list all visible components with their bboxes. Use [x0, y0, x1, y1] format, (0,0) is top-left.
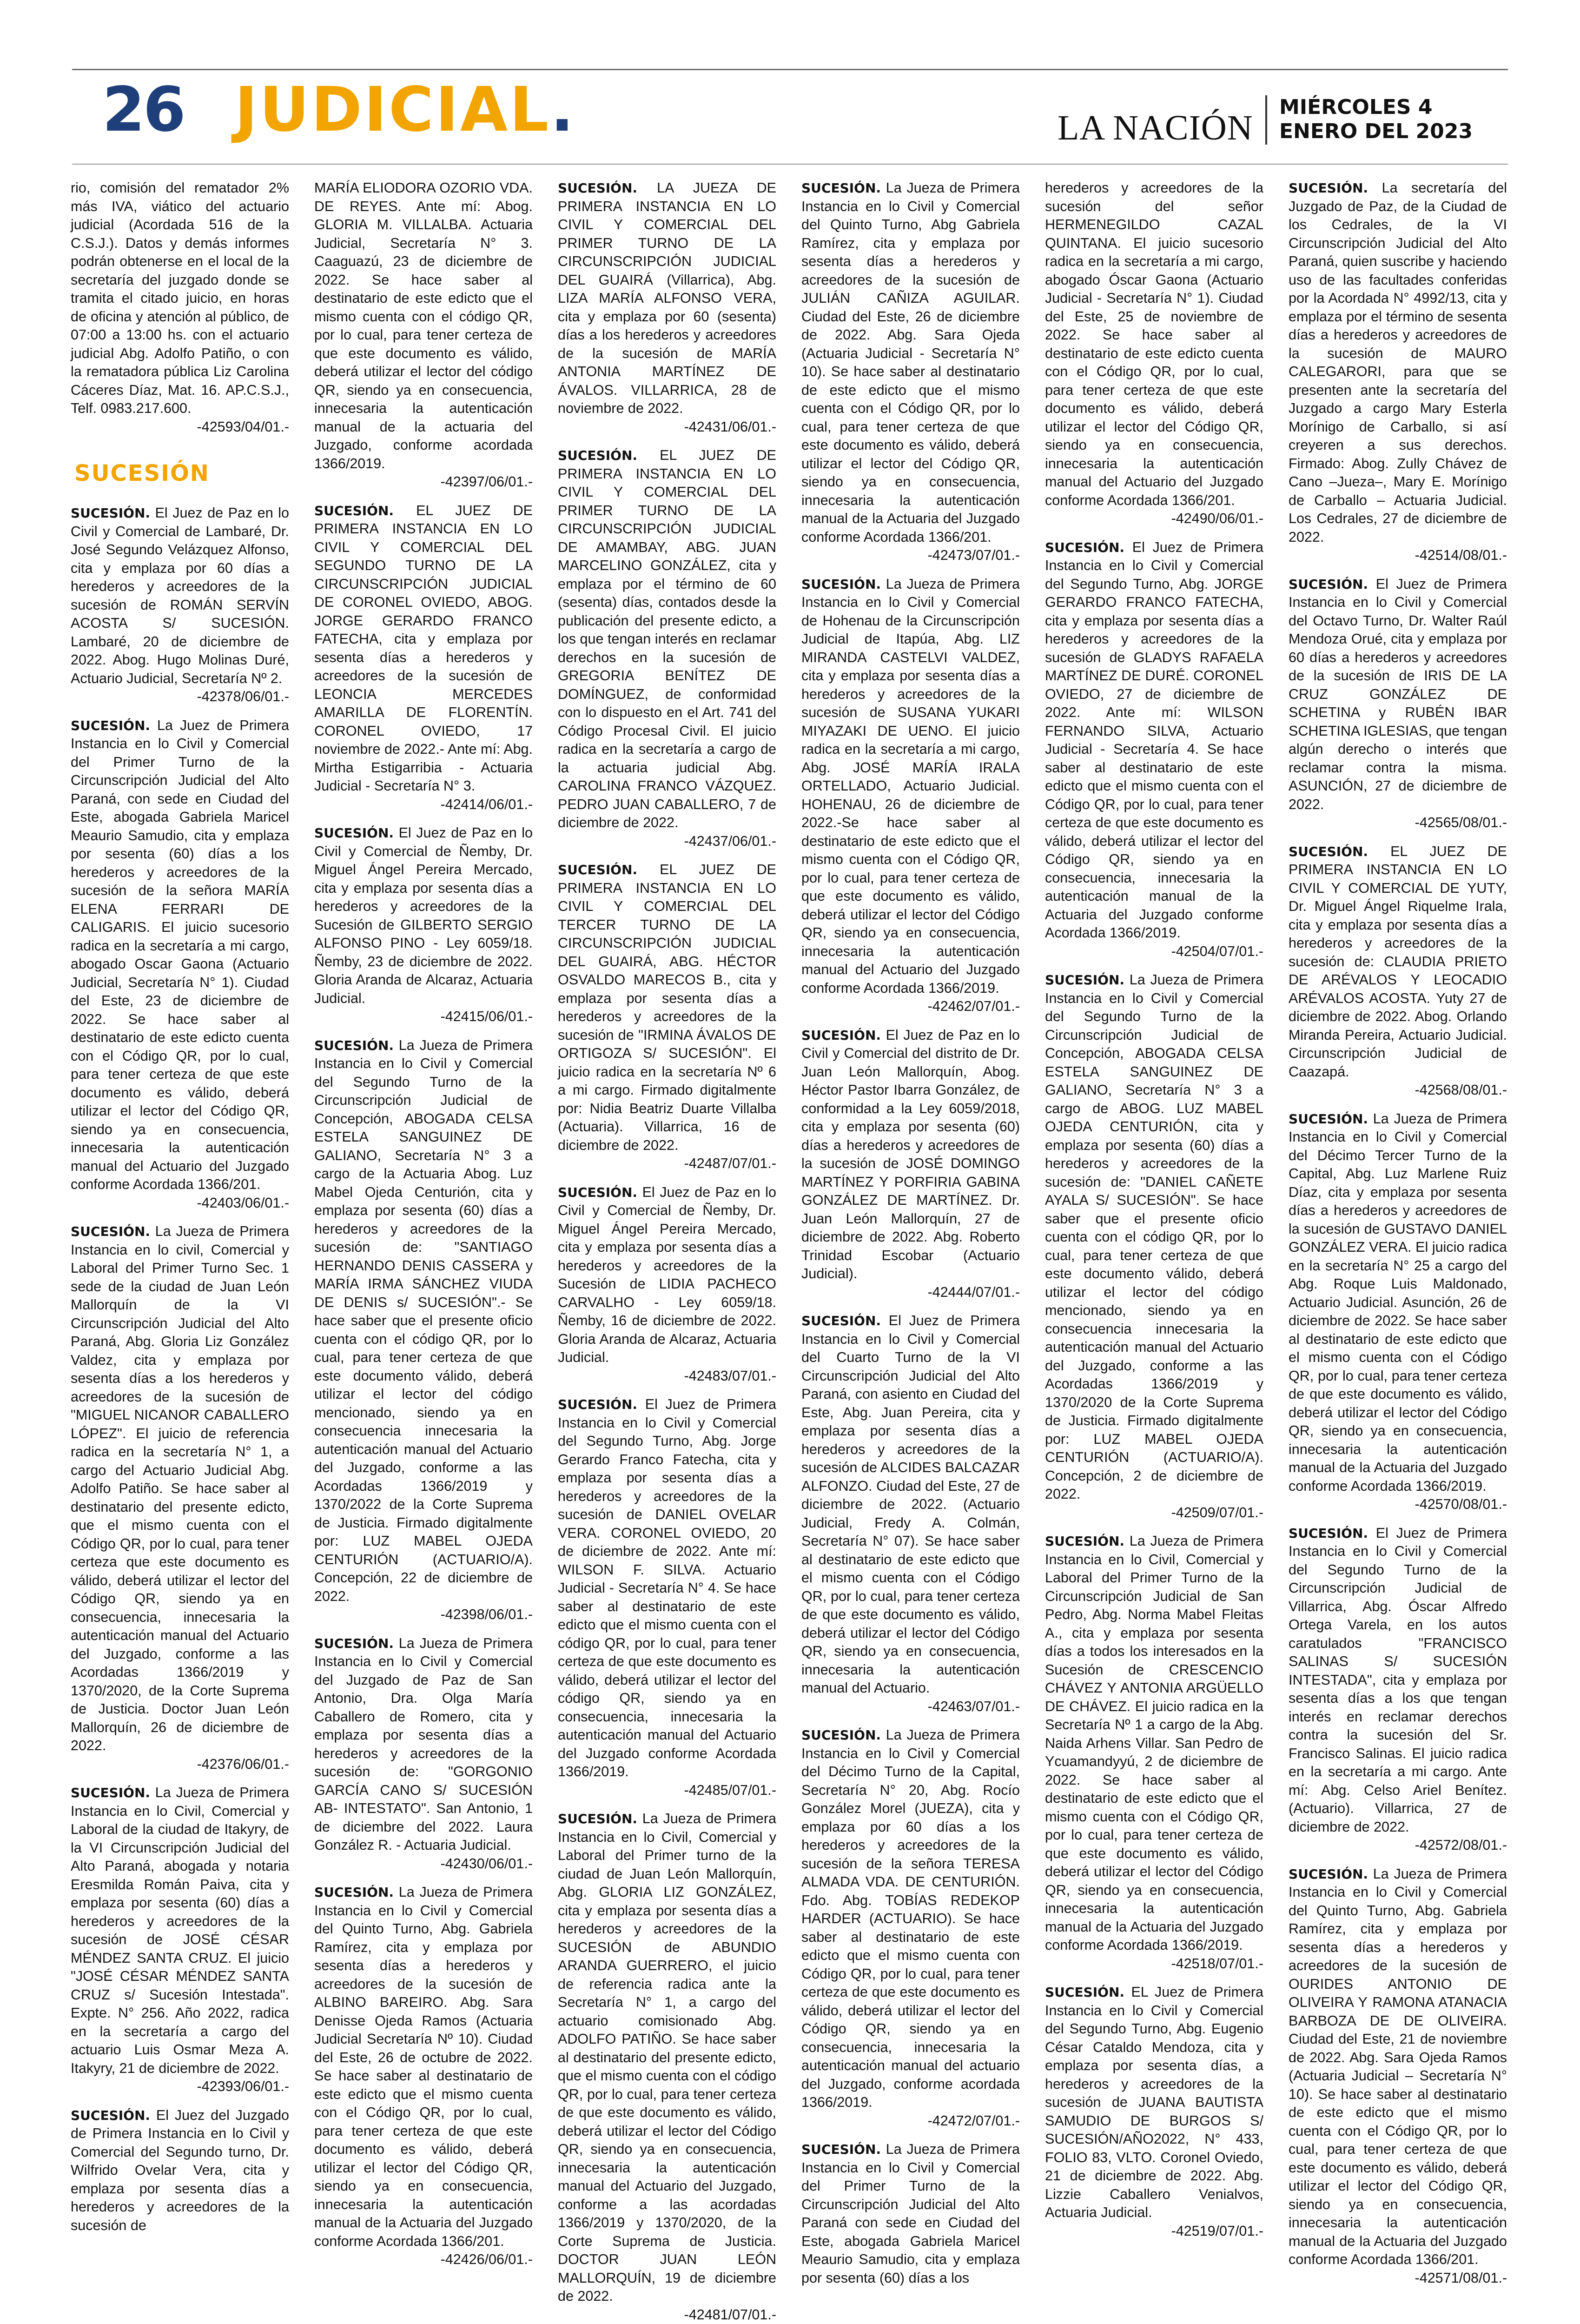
category-heading: SUCESIÓN	[74, 460, 289, 486]
notice-body: El Juez de Primera Instancia en lo Civil y Comercial del Segundo Turno, Abg. JORGE GERARDO FRANCO FATECHA, cita y emplaza por sesenta días a herederos y acreedores de la sucesión de GLADYS RAFAELA MARTÍNEZ DE DURÉ. CORONEL OVIEDO, 27 de diciembre de 2022. Ante mí: WILSON FERNANDO SILVA, Actuario Judicial - Secretaría 4. Se hace saber al destinatario de este edicto que el mismo cuenta con el Código QR, por lo cual, para tener certeza de que este documento es válido, deberá utilizar el lector del Código QR, siendo ya en consecuencia, innecesaria la autenticación manual de la Actuaria del Juzgado conforme Acordada 1366/2019.	[1045, 539, 1263, 941]
notice-body: La Jueza de Primera Instancia en lo Civil, Comercial y Laboral del Primer Turno de la Circunscripción Judicial de San Pedro, Abg. Norma Mabel Fleitas A., cita y emplaza por sesenta días a todos los interesados en la Sucesión de CRESCENCIO CHÁVEZ Y ANTONIA ARGÜELLO DE CHÁVEZ. El juicio radica en la Secretaría Nº 1 a cargo de la Abg. Naida Arhens Villar. San Pedro de Ycuamandyyú, 2 de diciembre de 2022. Se hace saber al destinatario de este edicto que el mismo cuenta con el Código QR, por lo cual, para tener certeza de que este documento es válido, deberá utilizar el lector del Código QR, siendo ya en consecuencia, innecesaria la autenticación manual de la Actuaria del Juzgado conforme Acordada 1366/2019.	[1045, 1533, 1263, 1953]
notice-body: El Juez de Paz en lo Civil y Comercial de Lambaré, Dr. José Segundo Velázquez Alfonso, cita y emplaza por 60 días a herederos y acreedores de la sucesión de ROMÁN SERVÍN ACOSTA S/ SUCESIÓN. Lambaré, 20 de diciembre de 2022. Abog. Hugo Molinas Duré, Actuario Judicial, Secretaría Nº 2.	[71, 505, 289, 686]
notice-reference: -42487/07/01.-	[558, 1155, 776, 1173]
column-2	[314, 179, 533, 2020]
notice-keyword: SUCESIÓN.	[1289, 844, 1368, 859]
notice-keyword: SUCESIÓN.	[801, 577, 881, 592]
notice-body: La Jueza de Primera Instancia en lo Civil y Comercial del Primer Turno de la Circunscripción Judicial del Alto Paraná con sede en Ciudad del Este, abogada Gabriela Maricel Meaurio Samudio, cita y emplaza por sesenta (60) días a los	[801, 2141, 1020, 2286]
notice-body: La Jueza de Primera Instancia en lo Civil y Comercial del Quinto Turno, Abg Gabriela Ramírez, cita y emplaza por sesenta días a herederos y acreedores de la sucesión de JULIÁN CAÑIZA AGUILAR. Ciudad del Este, 26 de diciembre de 2022. Abg. Sara Ojeda (Actuaria Judicial - Secretaría N° 10). Se hace saber al destinatario de este edicto que el mismo cuenta con el Código QR, por lo cual, para tener certeza de que este documento es válido, deberá utilizar el lector del Código QR, siendo ya en consecuencia, innecesaria la autenticación manual de la Actuaria del Juzgado conforme Acordada 1366/201.	[801, 180, 1020, 545]
notice-text	[314, 1634, 533, 1855]
notice-text	[558, 179, 776, 418]
top-rule	[72, 69, 1508, 70]
notice-body: El Juez de Primera Instancia en lo Civil y Comercial del Segundo Turno de la Circunscripción Judicial de Villarrica, Abg. Óscar Alfredo Ortega Varela, en los autos caratulados "FRANCISCO SALINAS S/ SUCESIÓN INTESTADA", cita y emplaza por sesenta días a los que tengan interés en reclamar derechos contra la sucesión del Sr. Francisco Salinas. El juicio radica en la secretaría a mi cargo. Ante mí: Abg. Celso Ariel Benítez. (Actuario). Villarrica, 27 de diciembre de 2022.	[1289, 1525, 1507, 1835]
notice-item	[314, 502, 533, 814]
notice-body: El Juez de Primera Instancia en lo Civil y Comercial del Octavo Turno, Dr. Walter Raúl Mendoza Orué, cita y emplaza por 60 días a herederos y acreedores de la sucesión de IRIS DE LA CRUZ GONZÁLEZ DE SCHETINA y RUBÉN IBAR SCHETINA IGLESIAS, que tengan algún derecho o interés que reclamar contra la misma. ASUNCIÓN, 27 de diciembre de 2022.	[1289, 576, 1507, 812]
notice-keyword: SUCESIÓN.	[558, 1185, 637, 1200]
notice-text	[1289, 1865, 1507, 2269]
notice-reference: -42570/08/01.-	[1289, 1495, 1507, 1514]
notice-reference: -42568/08/01.-	[1289, 1081, 1507, 1100]
notice-keyword: SUCESIÓN.	[1289, 1111, 1368, 1127]
notice-reference: -42519/07/01.-	[1045, 2222, 1263, 2241]
notice-body: herederos y acreedores de la sucesión del señor HERMENEGILDO CAZAL QUINTANA. El juicio sucesorio radica en la secretaría a mi cargo, abogado Óscar Gaona (Actuario Judicial - Secretaría N° 1). Ciudad del Este, 25 de noviembre de 2022. Se hace saber al destinatario de este edicto cuenta con el Código QR, por lo cual, para tener certeza de que este documento es válido, deberá utilizar el lector del Código QR, siendo ya en consecuencia, innecesaria la autenticación manual del Actuario del Juzgado conforme Acordada 1366/201.	[1045, 180, 1263, 508]
notice-keyword: SUCESIÓN.	[314, 1885, 394, 1900]
notice-item	[1045, 538, 1263, 961]
column-3	[558, 179, 776, 2020]
notice-body: La secretaría del Juzgado de Paz, de la Ciudad de los Cedrales, de la VI Circunscripción Judicial del Alto Paraná, quien suscribe y haciendo uso de las facultades conferidas por la Acordada N° 4992/13, cita y emplaza por el término de sesenta días a herederos y acreedores de la sucesión de MAURO CALEGARORI, para que se presenten ante la secretaría del Juzgado a cargo Mary Esterla Morínigo de Carballo, si así creyeren a sus derechos. Firmado: Abog. Zully Chávez de Cano –Jueza–, Mary E. Morínigo de Carballo – Actuaria Judicial. Los Cedrales, 27 de diciembre de 2022.	[1289, 180, 1507, 545]
notice-text	[71, 504, 289, 688]
issue-date-month-year: ENERO DEL 2023	[1279, 120, 1473, 144]
notice-reference: -42378/06/01.-	[71, 688, 289, 706]
notice-item	[71, 717, 289, 1213]
notice-item	[1045, 179, 1263, 528]
notice-item	[558, 1183, 776, 1386]
notice-text	[558, 1183, 776, 1367]
notice-item	[1289, 843, 1507, 1100]
notice-body: La Jueza de Primera Instancia en lo Civil y Comercial del Juzgado de Paz de San Antonio, Dra. Olga María Caballero de Romero, cita y emplaza por sesenta días a herederos y acreedores de la sucesión de: "GORGONIO GARCÍA CANO S/ SUCESIÓN AB- INTESTATO". San Antonio, 1 de diciembre del 2022. Laura González R. - Actuaria Judicial.	[314, 1635, 533, 1853]
notice-keyword: SUCESIÓN.	[314, 503, 394, 518]
notice-text	[801, 2140, 1020, 2287]
notice-item	[558, 179, 776, 436]
notice-reference: -42509/07/01.-	[1045, 1504, 1263, 1522]
column-5	[1045, 179, 1263, 2020]
notice-body: La Jueza de Primera Instancia en lo Civil, Comercial y Laboral del Primer turno de la ciudad de Juan León Mallorquín, Abg. GLORIA LIZ GONZÁLEZ, cita y emplaza por sesenta días a herederos y acreedores de la SUCESIÓN de ABUNDIO ARANDA GUERRERO, el juicio de referencia radica ante la Secretaría N° 1, a cargo del actuario comisionado Abg. ADOLFO PATIÑO. Se hace saber al destinatario del presente edicto, que el mismo cuenta con el código QR, por lo cual, para tener certeza de que este documento es válido, deberá utilizar el lector del Código QR, siendo ya en consecuencia, innecesaria la autenticación manual del Actuario del Juzgado, conforme a las acordadas 1366/2019 y 1370/2020, de la Corte Suprema de Justicia. DOCTOR JUAN LEÓN MALLORQUÍN, 19 de diciembre de 2022.	[558, 1811, 776, 2304]
notice-text	[801, 1726, 1020, 2112]
notice-reference: -42504/07/01.-	[1045, 943, 1263, 961]
notice-item	[314, 824, 533, 1026]
notice-reference: -42403/06/01.-	[71, 1194, 289, 1213]
notice-text	[558, 1810, 776, 2306]
notice-keyword: SUCESIÓN.	[558, 1811, 637, 1826]
notice-item	[71, 1222, 289, 1773]
notice-item	[71, 179, 289, 436]
notice-body: El Juez de Primera Instancia en lo Civil y Comercial del Cuarto Turno de la VI Circunscripción Judicial del Alto Paraná, con asiento en Ciudad del Este, Abg. Juan Pereira, cita y emplaza por sesenta días a herederos y acreedores de la sucesión de ALCIDES BALCAZAR ALFONZO. Ciudad del Este, 27 de diciembre de 2022. (Actuario Judicial, Fredy A. Colmán, Secretaría N° 07). Se hace saber al destinatario de este edicto que el mismo cuenta con el Código QR, por lo cual, para tener certeza de que este documento es válido, deberá utilizar el lector del Código QR, siendo ya en consecuencia, innecesaria la autenticación manual del Actuario.	[801, 1313, 1020, 1696]
notice-reference: -42485/07/01.-	[558, 1781, 776, 1800]
notice-item	[558, 1810, 776, 2324]
notice-reference: -42565/08/01.-	[1289, 814, 1507, 832]
notice-item	[314, 1883, 533, 2269]
notice-reference: -42431/06/01.-	[558, 418, 776, 437]
column-4	[801, 179, 1020, 2020]
notice-item	[801, 1026, 1020, 1302]
notice-reference: -42430/06/01.-	[314, 1855, 533, 1873]
notice-keyword: SUCESIÓN.	[801, 1727, 881, 1743]
notice-keyword: SUCESIÓN.	[558, 448, 637, 463]
notice-text	[1045, 971, 1263, 1504]
section-title	[235, 77, 575, 142]
notice-keyword: SUCESIÓN.	[314, 1636, 394, 1651]
notice-body: La Jueza de Primera Instancia en lo Civil y Comercial del Quinto Turno, Abg. Gabriela Ramírez, cita y emplaza por sesenta días a herederos y acreedores de la sucesión de ALBINO BAREIRO. Abg. Sara Denisse Ojeda Ramos (Actuaria Judicial Secretaría Nº 10). Ciudad del Este, 26 de octubre de 2022. Se hace saber al destinatario de este edicto que el mismo cuenta con el Código QR, por lo cual, para tener certeza de que este documento es válido, deberá utilizar el lector del Código QR, siendo ya en consecuencia, innecesaria la autenticación manual de la Actuaria del Juzgado conforme Acordada 1366/201.	[314, 1884, 533, 2249]
notice-reference: -42444/07/01.-	[801, 1283, 1020, 1302]
notice-text	[1045, 1532, 1263, 1955]
notice-text	[558, 1395, 776, 1781]
notice-item	[1289, 1524, 1507, 1855]
notice-keyword: SUCESIÓN.	[801, 1313, 881, 1328]
notice-text	[71, 1784, 289, 2078]
notice-text	[1289, 843, 1507, 1082]
notice-reference: -42398/06/01.-	[314, 1606, 533, 1624]
notice-body: El Juez de Paz en lo Civil y Comercial de Ñemby, Dr. Miguel Ángel Pereira Mercado, cita y emplaza por sesenta días a herederos y acreedores de la Sucesión de GILBERTO SERGIO ALFONSO PINO - Ley 6059/18. Ñemby, 23 de diciembre de 2022. Gloria Aranda de Alcaraz, Actuaria Judicial.	[314, 825, 533, 1006]
notice-text	[1045, 179, 1263, 510]
notice-item	[1045, 971, 1263, 1522]
notice-list	[314, 179, 533, 2269]
notice-item	[801, 179, 1020, 565]
header-divider	[1265, 95, 1267, 145]
notice-body: El Juez de Primera Instancia en lo Civil y Comercial del Segundo Turno, Abg. Jorge Gerardo Franco Fatecha, cita y emplaza por sesenta días a herederos y acreedores de la sucesión de DANIEL OVELAR VERA. CORONEL OVIEDO, 20 de diciembre de 2022. Ante mí: WILSON F. SILVA. Actuario Judicial - Secretaría N° 4. Se hace saber al destinatario de este edicto que el mismo cuenta con el código QR, por lo cual, para tener certeza de que este documento es válido, deberá utilizar el lector del código QR, siendo ya en consecuencia, innecesaria la autenticación manual del Actuario del Juzgado conforme Acordada 1366/2019.	[558, 1396, 776, 1780]
notice-keyword: SUCESIÓN.	[1289, 1526, 1368, 1541]
notice-item	[558, 861, 776, 1173]
notice-text	[1045, 538, 1263, 943]
notice-item	[1045, 1532, 1263, 1973]
notice-reference: -42415/06/01.-	[314, 1008, 533, 1026]
notice-item	[1289, 1110, 1507, 1514]
notice-text	[801, 1312, 1020, 1698]
section-title-dot: .	[550, 74, 575, 146]
notice-body: EL JUEZ DE PRIMERA INSTANCIA EN LO CIVIL Y COMERCIAL DEL PRIMER TURNO DE LA CIRCUNSCRIPCIÓN JUDICIAL DE AMAMBAY, ABG. JUAN MARCELINO GONZÁLEZ, cita y emplaza por el término de 60 (sesenta) días, contados desde la publicación del presente edicto, a los que tengan interés en reclamar derechos en la sucesión de GREGORIA BENÍTEZ DE DOMÍNGUEZ, de conformidad con lo dispuesto en el Art. 741 del Código Procesal Civil. El juicio radica en la secretaría a cargo de la actuaria judicial Abg. CAROLINA FRANCO VÁZQUEZ. PEDRO JUAN CABALLERO, 7 de diciembre de 2022.	[558, 447, 776, 830]
notice-body: MARÍA ELIODORA OZORIO VDA. DE REYES. Ante mí: Abog. GLORIA M. VILLALBA. Actuaria Judicial, Secretaría N° 3. Caaguazú, 23 de diciembre de 2022. Se hace saber al destinatario de este edicto que el mismo cuenta con el código QR, por lo cual, para tener certeza de que este documento es válido, deberá utilizar el lector del código QR, siendo ya en consecuencia, innecesaria la autenticación manual de la actuaria del Juzgado, conforme acordada 1366/2019.	[314, 180, 533, 471]
notice-reference: -42483/07/01.-	[558, 1367, 776, 1386]
notice-text	[558, 446, 776, 832]
notice-list	[71, 504, 289, 2235]
notice-reference: -42518/07/01.-	[1045, 1955, 1263, 1973]
notice-item	[71, 1784, 289, 2096]
notice-keyword: SUCESIÓN.	[71, 505, 150, 521]
notice-body: El Juez de Paz en lo Civil y Comercial del distrito de Dr. Juan León Mallorquín, Abog. Héctor Pastor Ibarra González, de conformidad a la Ley 6059/2018, cita y emplaza por sesenta (60) días a herederos y acreedores de la sucesión de JOSÉ DOMINGO MARTÍNEZ Y PORFIRIA GABINA GONZÁLEZ DE MARTÍNEZ. Dr. Juan León Mallorquín, 27 de diciembre de 2022. Abg. Roberto Trinidad Escobar (Actuario Judicial).	[801, 1027, 1020, 1282]
newspaper-logo: LA NACIÓN	[1058, 109, 1253, 146]
notice-body: La Jueza de Primera Instancia en lo Civil y Comercial del Segundo Turno de la Circunscripción Judicial de Concepción, ABOGADA CELSA ESTELA SANGUINEZ DE GALIANO, Secretaría N° 3 a cargo de ABOG. LUZ MABEL OJEDA CENTURIÓN, cita y emplaza por sesenta (60) días a herederos y acreedores de la sucesión de: "DANIEL CAÑETE AYALA S/ SUCESIÓN". Se hace saber que el presente oficio cuenta con el código QR, por lo cual, para tener certeza de que este documento válido, deberá utilizar el lector del código mencionado, siendo ya en consecuencia innecesaria la autenticación manual del Actuario del Juzgado, conforme a las Acordadas 1366/2019 y 1370/2020 de la Corte Suprema de Justicia. Firmado digitalmente por: LUZ MABEL OJEDA CENTURIÓN (ACTUARIO/A). Concepción, 2 de diciembre de 2022.	[1045, 972, 1263, 1502]
notice-text	[1289, 1110, 1507, 1496]
notice-keyword: SUCESIÓN.	[1045, 1985, 1124, 2000]
issue-date	[1279, 95, 1473, 144]
notice-body: El Juez de Paz en lo Civil y Comercial de Ñemby, Dr. Miguel Ángel Pereira Mercado, cita y emplaza por sesenta días a herederos y acreedores de la Sucesión de LIDIA PACHECO CARVALHO - Ley 6059/18. Ñemby, 16 de diciembre de 2022. Gloria Aranda de Alcaraz, Actuaria Judicial.	[558, 1184, 776, 1366]
notice-text	[314, 179, 533, 473]
notice-text	[71, 717, 289, 1194]
notice-keyword: SUCESIÓN.	[1289, 180, 1368, 196]
notice-reference: -42473/07/01.-	[801, 546, 1020, 565]
column-6	[1289, 179, 1507, 2020]
notice-body: El Juez del Juzgado de Primera Instancia en lo Civil y Comercial del Segundo turno, Dr. Wilfrido Ovelar Vera, cita y emplaza por sesenta días a herederos y acreedores de la sucesión de	[71, 2107, 289, 2233]
notice-keyword: SUCESIÓN.	[1045, 540, 1124, 555]
notice-reference: -42426/06/01.-	[314, 2251, 533, 2269]
notice-reference: -42414/06/01.-	[314, 796, 533, 814]
notice-item	[314, 1036, 533, 1624]
notice-keyword: SUCESIÓN.	[71, 2108, 150, 2123]
notice-body: LA JUEZA DE PRIMERA INSTANCIA EN LO CIVIL Y COMERCIAL DEL PRIMER TURNO DE LA CIRCUNSCRIPCIÓN JUDICIAL DEL GUAIRÁ (Villarrica), Abg. LIZA MARÍA ALFONSO VERA, cita y emplaza por 60 (sesenta) días a los herederos y acreedores de la sucesión de MARÍA ANTONIA MARTÍNEZ DE ÁVALOS. VILLARRICA, 28 de noviembre de 2022.	[558, 180, 776, 416]
section-title-text: JUDICIAL	[235, 74, 550, 146]
notice-item	[558, 1395, 776, 1799]
notice-keyword: SUCESIÓN.	[801, 180, 881, 196]
notice-body: La Jueza de Primera Instancia en lo Civil y Comercial del Décimo Turno de la Capital, Secretaría N° 20, Abg. Rocío González Morel (JUEZA), cita y emplaza por 60 días a los herederos y acreedores de la sucesión de la señora TERESA ALMADA VDA. DE CENTURIÓN. Fdo. Abg. TOBÍAS REDEKOP HARDER (ACTUARIO). Se hace saber al destinatario de este edicto que el mismo cuenta con Código QR, por lo cual, para tener certeza de que este documento es válido, deberá utilizar el lector del Código QR, siendo ya en consecuencia, innecesaria la autenticación manual del actuario del Juzgado, conforme acordada 1366/2019.	[801, 1727, 1020, 2110]
notice-list	[558, 179, 776, 2324]
notice-reference: -42376/06/01.-	[71, 1755, 289, 1774]
notice-item	[801, 575, 1020, 1016]
notice-body: EL JUEZ DE PRIMERA INSTANCIA EN LO CIVIL Y COMERCIAL DE YUTY, Dr. Miguel Ángel Riquelme Irala, cita y emplaza por sesenta días a herederos y acreedores de la sucesión de: CLAUDIA PRIETO DE ARÉVALOS Y LEOCADIO ARÉVALOS ACOSTA. Yuty 27 de diciembre de 2022. Abog. Orlando Miranda Pereira, Actuario Judicial. Circunscripción Judicial de Caazapá.	[1289, 843, 1507, 1080]
notice-reference: -42472/07/01.-	[801, 2112, 1020, 2131]
notice-item	[71, 2106, 289, 2235]
notice-body: La Jueza de Primera Instancia en lo Civil y Comercial del Quinto Turno, Abg. Gabriela Ramírez, cita y emplaza por sesenta días a herederos y acreedores de la sucesión de OURIDES ANTONIO DE OLIVEIRA Y RAMONA ATANACIA BARBOZA DE DE OLIVEIRA. Ciudad del Este, 21 de noviembre de 2022. Abg. Sara Ojeda Ramos (Actuaria Judicial – Secretaría N° 10). Se hace saber al destinatario de este edicto que el mismo cuenta con el Código QR, por lo cual, para tener certeza de que este documento es válido, deberá utilizar el lector del Código QR, siendo ya en consecuencia, innecesaria la autenticación manual de la Actuaria del Juzgado conforme Acordada 1366/201.	[1289, 1866, 1507, 2268]
notice-item	[801, 2140, 1020, 2287]
notice-item	[558, 446, 776, 850]
notice-body: EL Juez de Primera Instancia en lo Civil y Comercial del Segundo Turno, Abg. Eugenio César Cataldo Mendoza, cita y emplaza por sesenta días, a herederos y acreedores de la sucesión de JUANA BAUTISTA SAMUDIO DE BURGOS S/ SUCESIÓN/AÑO2022, N° 433, FOLIO 83, VLTO. Coronel Oviedo, 21 de diciembre de 2022. Abg. Lizzie Caballero Venialvos, Actuaria Judicial.	[1045, 1984, 1263, 2220]
notice-reference: -42514/08/01.-	[1289, 546, 1507, 565]
notice-body: La Jueza de Primera Instancia en lo Civil y Comercial del Décimo Tercer Turno de la Capital, Abg. Luz Marlene Ruiz Díaz, cita y emplaza por sesenta días a herederos y acreedores de la sucesión de GUSTAVO DANIEL GONZÁLEZ VERA. El juicio radica en la secretaría N° 25 a cargo del Abg. Roque Luis Maldonado, Actuario Judicial. Asunción, 26 de diciembre de 2022. Se hace saber al destinatario de este edicto que el mismo cuenta con el Código QR, por lo cual, para tener certeza de que este documento es válido, deberá utilizar el lector del Código QR, siendo ya en consecuencia, innecesaria la autenticación manual de la Actuaria del Juzgado conforme Acordada 1366/2019.	[1289, 1111, 1507, 1494]
notice-list	[1289, 179, 1507, 2287]
notice-text	[71, 2106, 289, 2235]
notice-keyword: SUCESIÓN.	[558, 1397, 637, 1412]
notice-text	[1045, 1983, 1263, 2222]
notice-reference: -42437/06/01.-	[558, 832, 776, 851]
notice-reference: -42572/08/01.-	[1289, 1836, 1507, 1855]
notice-item	[1289, 179, 1507, 565]
notice-item	[1289, 575, 1507, 832]
notice-keyword: SUCESIÓN.	[71, 1785, 150, 1800]
notice-text	[314, 1883, 533, 2251]
notice-item	[1289, 1865, 1507, 2288]
notice-list	[1045, 179, 1263, 2240]
notice-body: rio, comisión del rematador 2% más IVA, viático del actuario judicial (Acordada 516 de la C.S.J.). Datos y demás informes podrán obtenerse en el local de la secretaría del juzgado donde se tramita el citado juicio, en horas de oficina y atención al público, de 07:00 a 13:00 hs. con el actuario judicial Abg. Adolfo Patiño, o con la rematadora pública Liz Carolina Cáceres Díaz, Mat. 16. AP.C.S.J., Telf. 0983.217.600.	[71, 179, 289, 418]
notice-body: EL JUEZ DE PRIMERA INSTANCIA EN LO CIVIL Y COMERCIAL DEL TERCER TURNO DE LA CIRCUNSCRIPCIÓN JUDICIAL DEL GUAIRÁ, ABG. HÉCTOR OSVALDO MARECOS B., cita y emplaza por sesenta días a herederos y acreedores de la sucesión de "IRMINA ÁVALOS DE ORTIGOZA S/ SUCESIÓN". El juicio radica en la secretaría Nº 6 a mi cargo. Firmado digitalmente por: Nidia Beatriz Duarte Villalba (Actuaria). Villarrica, 16 de diciembre de 2022.	[558, 862, 776, 1153]
notice-text	[801, 1026, 1020, 1283]
notice-text	[1289, 1524, 1507, 1837]
notice-reference: -42593/04/01.-	[71, 418, 289, 437]
notice-keyword: SUCESIÓN.	[558, 862, 637, 877]
notice-body: La Jueza de Primera Instancia en lo Civil y Comercial de Hohenau de la Circunscripción Judicial de Itapúa, Abg. LIZ MIRANDA CASTELVI VALDEZ, cita y emplaza por sesenta días a herederos y acreedores de la sucesión de SUSANA YUKARI MIYAZAKI DE UENO. El juicio radica en la secretaría a mi cargo, Abg. JOSÉ MARÍA IRALA ORTELLADO, Actuario Judicial. HOHENAU, 26 de diciembre de 2022.-Se hace saber al destinatario de este edicto que el mismo cuenta con el Código QR, por lo cual, para tener certeza de que este documento es válido, deberá utilizar el lector del Código QR, siendo ya en consecuencia, innecesaria la autenticación manual del Actuario del Juzgado conforme Acordada 1366/2019.	[801, 576, 1020, 996]
notice-body: La Jueza de Primera Instancia en lo Civil y Comercial del Segundo Turno de la Circunscripción Judicial de Concepción, ABOGADA CELSA ESTELA SANGUINEZ DE GALIANO, Secretaría N° 3 a cargo de la Actuaria Abog. Luz Mabel Ojeda Centurión, cita y emplaza por sesenta (60) días a herederos y acreedores de la sucesión de: "SANTIAGO HERNANDO DENIS CASSERA y MARÍA IRMA SÁNCHEZ VIUDA DE DENIS s/ SUCESIÓN".- Se hace saber que el presente oficio cuenta con el código QR, por lo cual, para tener certeza de que este documento válido, deberá utilizar el lector del código mencionado, siendo ya en consecuencia innecesaria la autenticación manual del Actuario del Juzgado, conforme a las Acordadas 1366/2019 y 1370/2022 de la Corte Suprema de Justicia. Firmado digitalmente por: LUZ MABEL OJEDA CENTURIÓN (ACTUARIO/A). Concepción, 22 de diciembre de 2022.	[314, 1037, 533, 1604]
notice-reference: -42397/06/01.-	[314, 473, 533, 491]
notice-item	[801, 1312, 1020, 1716]
notice-text	[1289, 575, 1507, 814]
notice-keyword: SUCESIÓN.	[558, 180, 637, 196]
notice-text	[1289, 179, 1507, 546]
notice-text	[314, 824, 533, 1008]
notice-reference: -42490/06/01.-	[1045, 510, 1263, 528]
notice-keyword: SUCESIÓN.	[314, 825, 394, 841]
header-rule	[72, 164, 1508, 165]
notice-reference: -42462/07/01.-	[801, 997, 1020, 1016]
notice-reference: -42393/06/01.-	[71, 2078, 289, 2096]
notice-keyword: SUCESIÓN.	[801, 2142, 881, 2157]
notice-keyword: SUCESIÓN.	[1289, 577, 1368, 592]
notice-body: EL JUEZ DE PRIMERA INSTANCIA EN LO CIVIL Y COMERCIAL DEL SEGUNDO TURNO DE LA CIRCUNSCRIPCIÓN JUDICIAL DE CORONEL OVIEDO, ABOG. JORGE GERARDO FRANCO FATECHA, cita y emplaza por sesenta días a herederos y acreedores de la sucesión de LEONCIA MERCEDES AMARILLA DE FLORENTÍN. CORONEL OVIEDO, 17 noviembre de 2022.- Ante mí: Abg. Mirtha Estigarribia - Actuaria Judicial - Secretaría N° 3.	[314, 503, 533, 794]
notice-text	[71, 1222, 289, 1755]
notice-text	[314, 1036, 533, 1606]
notice-reference: -42463/07/01.-	[801, 1698, 1020, 1716]
issue-date-weekday: MIÉRCOLES 4	[1279, 95, 1473, 120]
notice-keyword: SUCESIÓN.	[314, 1038, 394, 1053]
notice-item	[314, 179, 533, 491]
notice-text	[558, 861, 776, 1155]
notice-item	[801, 1726, 1020, 2130]
notice-text	[801, 575, 1020, 998]
notice-body: La Juez de Primera Instancia en lo Civil y Comercial del Primer Turno de la Circunscripción Judicial del Alto Paraná, con sede en Ciudad del Este, abogada Gabriela Maricel Meaurio Samudio, cita y emplaza por sesenta (60) días a los herederos y acreedores de la sucesión de la señora MARÍA ELENA FERRARI DE CALIGARIS. El juicio sucesorio radica en la secretaría a mi cargo, abogado Oscar Gaona (Actuario Judicial, Secretaría N° 1). Ciudad del Este, 23 de diciembre de 2022. Se hace saber al destinatario de este edicto cuenta con el Código QR, por lo cual, para tener certeza de que este documento es válido, deberá utilizar el lector del Código QR, siendo ya en consecuencia, innecesaria la autenticación manual del Actuario del Juzgado conforme Acordada 1366/201.	[71, 717, 289, 1193]
notice-item	[71, 504, 289, 706]
notice-list	[801, 179, 1020, 2287]
notice-text	[801, 179, 1020, 546]
notice-text	[314, 502, 533, 796]
page-number: 26	[102, 77, 184, 142]
notice-reference: -42481/07/01.-	[558, 2306, 776, 2324]
notice-item	[314, 1634, 533, 1873]
notice-keyword: SUCESIÓN.	[71, 1224, 150, 1239]
notice-keyword: SUCESIÓN.	[1045, 1534, 1124, 1549]
notice-item	[1045, 1983, 1263, 2240]
notice-keyword: SUCESIÓN.	[71, 718, 150, 733]
notice-keyword: SUCESIÓN.	[1045, 972, 1124, 988]
notice-keyword: SUCESIÓN.	[1289, 1866, 1368, 1882]
notice-reference: -42571/08/01.-	[1289, 2269, 1507, 2288]
notice-body: La Jueza de Primera Instancia en lo civil, Comercial y Laboral del Primer Turno Sec. 1 sede de la ciudad de Juan León Mallorquín de la VI Circunscripción Judicial del Alto Paraná, Abg. Gloria Liz González Valdez, cita y emplaza por sesenta días a los herederos y acreedores de la sucesión de "MIGUEL NICANOR CABALLERO LÓPEZ". El juicio de referencia radica en la secretaría N° 1, a cargo del Actuario Judicial Abg. Adolfo Patiño. Se hace saber al destinatario del presente edicto, que el mismo cuenta con el Código QR, por lo cual, para tener certeza que este documento es válido, deberá utilizar el lector del Código QR, siendo ya en consecuencia, innecesaria la autenticación manual del Actuario del Juzgado, conforme a las Acordadas 1366/2019 y 1370/2020, de la Corte Suprema de Justicia. Doctor Juan León Mallorquín, 26 de diciembre de 2022.	[71, 1223, 289, 1753]
notice-body: La Jueza de Primera Instancia en lo Civil, Comercial y Laboral de la ciudad de Itakyry, de la VI Circunscripción Judicial del Alto Paraná, abogada y notaria Eresmilda Román Paiva, cita y emplaza por sesenta (60) días a herederos y acreedores de la sucesión de JOSÉ CÉSAR MÉNDEZ SANTA CRUZ. El juicio "JOSÉ CÉSAR MÉNDEZ SANTA CRUZ s/ Sucesión Intestada". Expte. N° 256. Año 2022, radica en la secretaría a cargo del actuario Luis Osmar Meza A. Itakyry, 21 de diciembre de 2022.	[71, 1785, 289, 2076]
notice-keyword: SUCESIÓN.	[801, 1028, 881, 1043]
column-1	[71, 179, 289, 2020]
